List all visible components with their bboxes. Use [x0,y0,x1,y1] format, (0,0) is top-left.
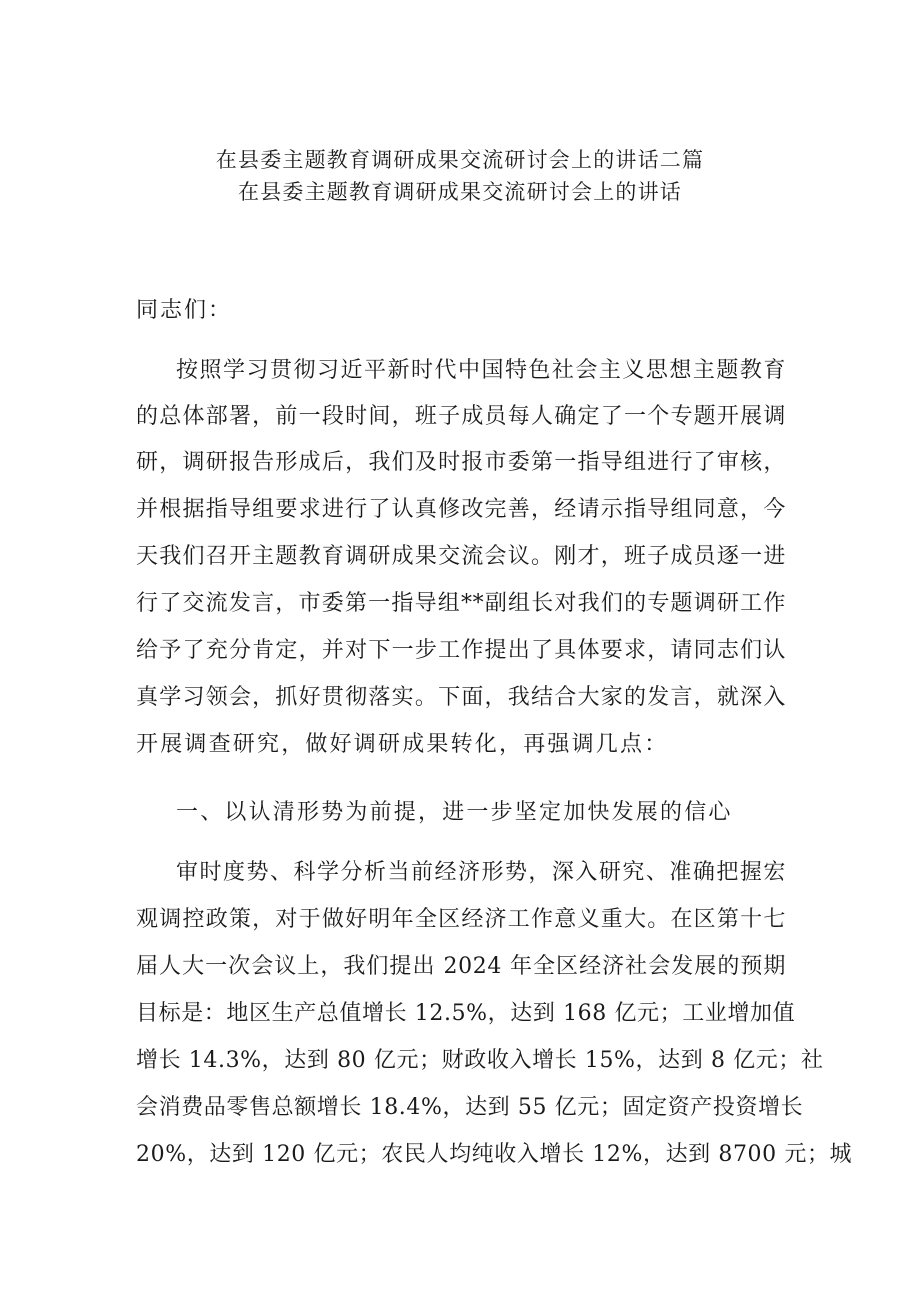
paragraph-1-line: 行了交流发言，市委第一指导组**副组长对我们的专题调研工作 [136,591,786,616]
paragraph-2-line: 增长 14.3%，达到 80 亿元；财政收入增长 15%，达到 8 亿元；社 [136,1048,824,1073]
document-subtitle: 在县委主题教育调研成果交流研讨会上的讲话 [238,180,682,204]
paragraph-2-line: 观调控政策，对于做好明年全区经济工作意义重大。在区第十七 [136,907,786,932]
salutation: 同志们： [136,298,233,323]
paragraph-1-line: 的总体部署，前一段时间，班子成员每人确定了一个专题开展调 [136,404,786,429]
paragraph-1-line: 开展调查研究，做好调研成果转化，再强调几点： [136,732,669,757]
paragraph-1-line: 天我们召开主题教育调研成果交流会议。刚才，班子成员逐一进 [136,544,786,569]
paragraph-2-line: 会消费品零售总额增长 18.4%，达到 55 亿元；固定资产投资增长 [136,1095,804,1120]
paragraph-1-line: 研，调研报告形成后，我们及时报市委第一指导组进行了审核， [136,450,786,475]
document-title: 在县委主题教育调研成果交流研讨会上的讲话二篇 [215,148,705,172]
paragraph-2-line: 审时度势、科学分析当前经济形势，深入研究、准确把握宏 [176,860,786,885]
paragraph-2-line: 20%，达到 120 亿元；农民人均纯收入增长 12%，达到 8700 元；城 [136,1142,853,1167]
paragraph-1-line: 按照学习贯彻习近平新时代中国特色社会主义思想主题教育 [176,358,786,383]
paragraph-1-line: 并根据指导组要求进行了认真修改完善，经请示指导组同意，今 [136,497,786,522]
section-heading: 一、以认清形势为前提，进一步坚定加快发展的信心 [176,800,733,825]
paragraph-1-line: 给予了充分肯定，并对下一步工作提出了具体要求，请同志们认 [136,638,786,663]
paragraph-2-line: 届人大一次会议上，我们提出 2024 年全区经济社会发展的预期 [136,954,786,979]
paragraph-2-line: 目标是：地区生产总值增长 12.5%，达到 168 亿元；工业增加值 [136,1001,796,1026]
paragraph-1-line: 真学习领会，抓好贯彻落实。下面，我结合大家的发言，就深入 [136,685,786,710]
